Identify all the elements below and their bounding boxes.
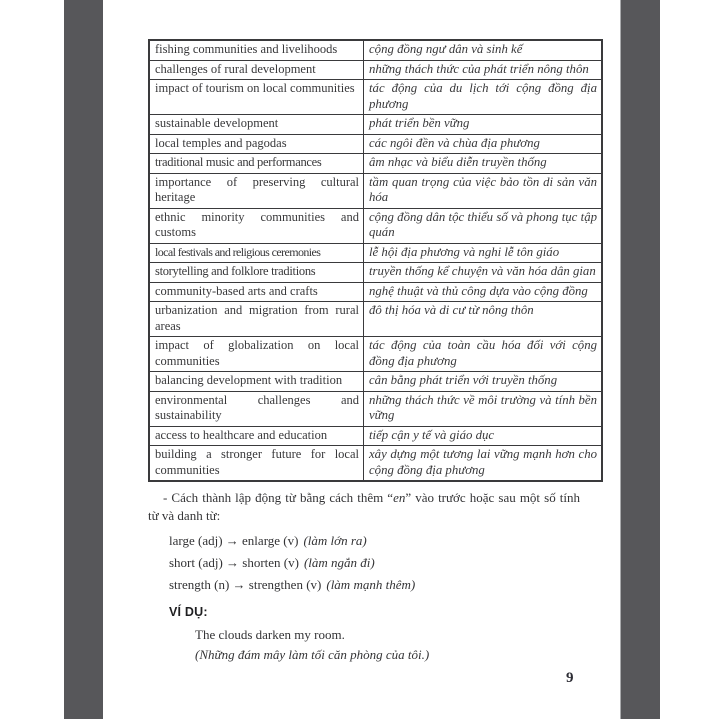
example-item xyxy=(169,552,580,574)
term-vi-cell: những thách thức về môi trường và tính bền vững xyxy=(364,391,603,426)
term-en-cell: sustainable development xyxy=(149,115,364,135)
page-content xyxy=(148,39,597,664)
term-en-cell: impact of tourism on local communities xyxy=(149,80,364,115)
term-en-cell: traditional music and performances xyxy=(149,154,364,174)
example-gloss: (làm ngắn đi) xyxy=(303,555,375,570)
term-en-cell: balancing development with tradition xyxy=(149,372,364,392)
table-row xyxy=(149,134,602,154)
example-gloss: (làm lớn ra) xyxy=(303,533,367,548)
table-row xyxy=(149,115,602,135)
note-em: en xyxy=(393,490,406,505)
example-item xyxy=(169,574,580,596)
table-row xyxy=(149,302,602,337)
term-vi-cell: cân bằng phát triển với truyền thống xyxy=(364,372,603,392)
term-vi-cell: cộng đồng ngư dân và sinh kế xyxy=(364,40,603,60)
table-row xyxy=(149,173,602,208)
note-text-pre: - Cách thành lập động từ bằng cách thêm “ xyxy=(163,490,394,505)
example-item xyxy=(169,530,580,552)
example-formula: short (adj) → shorten (v) xyxy=(169,555,299,570)
term-en-cell: environmental challenges and sustainability xyxy=(149,391,364,426)
term-vi-cell: phát triển bền vững xyxy=(364,115,603,135)
table-row xyxy=(149,60,602,80)
term-vi-cell: tác động của toàn cầu hóa đối với cộng đồng địa phương xyxy=(364,337,603,372)
term-vi-cell: những thách thức của phát triển nông thôn xyxy=(364,60,603,80)
example-translation: (Những đám mây làm tối căn phòng của tôi.) xyxy=(195,647,430,662)
term-en-cell: importance of preserving cultural heritage xyxy=(149,173,364,208)
term-en-cell: storytelling and folklore traditions xyxy=(149,263,364,283)
term-vi-cell: cộng đồng dân tộc thiểu số và phong tục tập quán xyxy=(364,208,603,243)
term-vi-cell: truyền thống kể chuyện và văn hóa dân gian xyxy=(364,263,603,283)
vocab-table xyxy=(148,39,603,482)
left-shade-bar xyxy=(64,0,103,719)
table-row xyxy=(149,40,602,60)
table-row xyxy=(149,208,602,243)
term-vi-cell: âm nhạc và biểu diễn truyền thống xyxy=(364,154,603,174)
note-paragraph xyxy=(148,489,580,524)
term-en-cell: urbanization and migration from rural areas xyxy=(149,302,364,337)
term-vi-cell: tầm quan trọng của việc bảo tồn di sản văn hóa xyxy=(364,173,603,208)
table-row xyxy=(149,154,602,174)
term-en-cell: community-based arts and crafts xyxy=(149,282,364,302)
term-vi-cell: đô thị hóa và di cư từ nông thôn xyxy=(364,302,603,337)
example-gloss: (làm mạnh thêm) xyxy=(326,577,416,592)
example-sentence: The clouds darken my room. xyxy=(195,627,345,642)
right-shade-bar xyxy=(620,0,660,719)
example-formula: strength (n) → strengthen (v) xyxy=(169,577,322,592)
example-list xyxy=(169,530,580,596)
term-vi-cell: lễ hội địa phương và nghi lễ tôn giáo xyxy=(364,243,603,263)
term-vi-cell: tác động của du lịch tới cộng đồng địa phương xyxy=(364,80,603,115)
term-en-cell: access to healthcare and education xyxy=(149,426,364,446)
term-vi-cell: nghệ thuật và thủ công dựa vào cộng đồng xyxy=(364,282,603,302)
term-en-cell: challenges of rural development xyxy=(149,60,364,80)
table-row xyxy=(149,282,602,302)
example-formula: large (adj) → enlarge (v) xyxy=(169,533,299,548)
note-text-post: ” vào trước hoặc sau một số tính từ và danh từ: xyxy=(148,490,581,523)
term-vi-cell: tiếp cận y tế và giáo dục xyxy=(364,426,603,446)
term-vi-cell: xây dựng một tương lai vững mạnh hơn cho cộng đồng địa phương xyxy=(364,446,603,482)
table-row xyxy=(149,243,602,263)
table-row xyxy=(149,372,602,392)
table-row xyxy=(149,446,602,482)
table-row xyxy=(149,80,602,115)
term-en-cell: building a stronger future for local communities xyxy=(149,446,364,482)
table-row xyxy=(149,337,602,372)
page-number: 9 xyxy=(566,670,574,686)
table-row xyxy=(149,426,602,446)
table-row xyxy=(149,391,602,426)
term-en-cell: local temples and pagodas xyxy=(149,134,364,154)
vi-du-heading: VÍ DỤ: xyxy=(169,605,208,619)
term-vi-cell: các ngôi đền và chùa địa phương xyxy=(364,134,603,154)
term-en-cell: impact of globalization on local communities xyxy=(149,337,364,372)
table-row xyxy=(149,263,602,283)
term-en-cell: fishing communities and livelihoods xyxy=(149,40,364,60)
term-en-cell: ethnic minority communities and customs xyxy=(149,208,364,243)
term-en-cell: local festivals and religious ceremonies xyxy=(149,243,364,263)
